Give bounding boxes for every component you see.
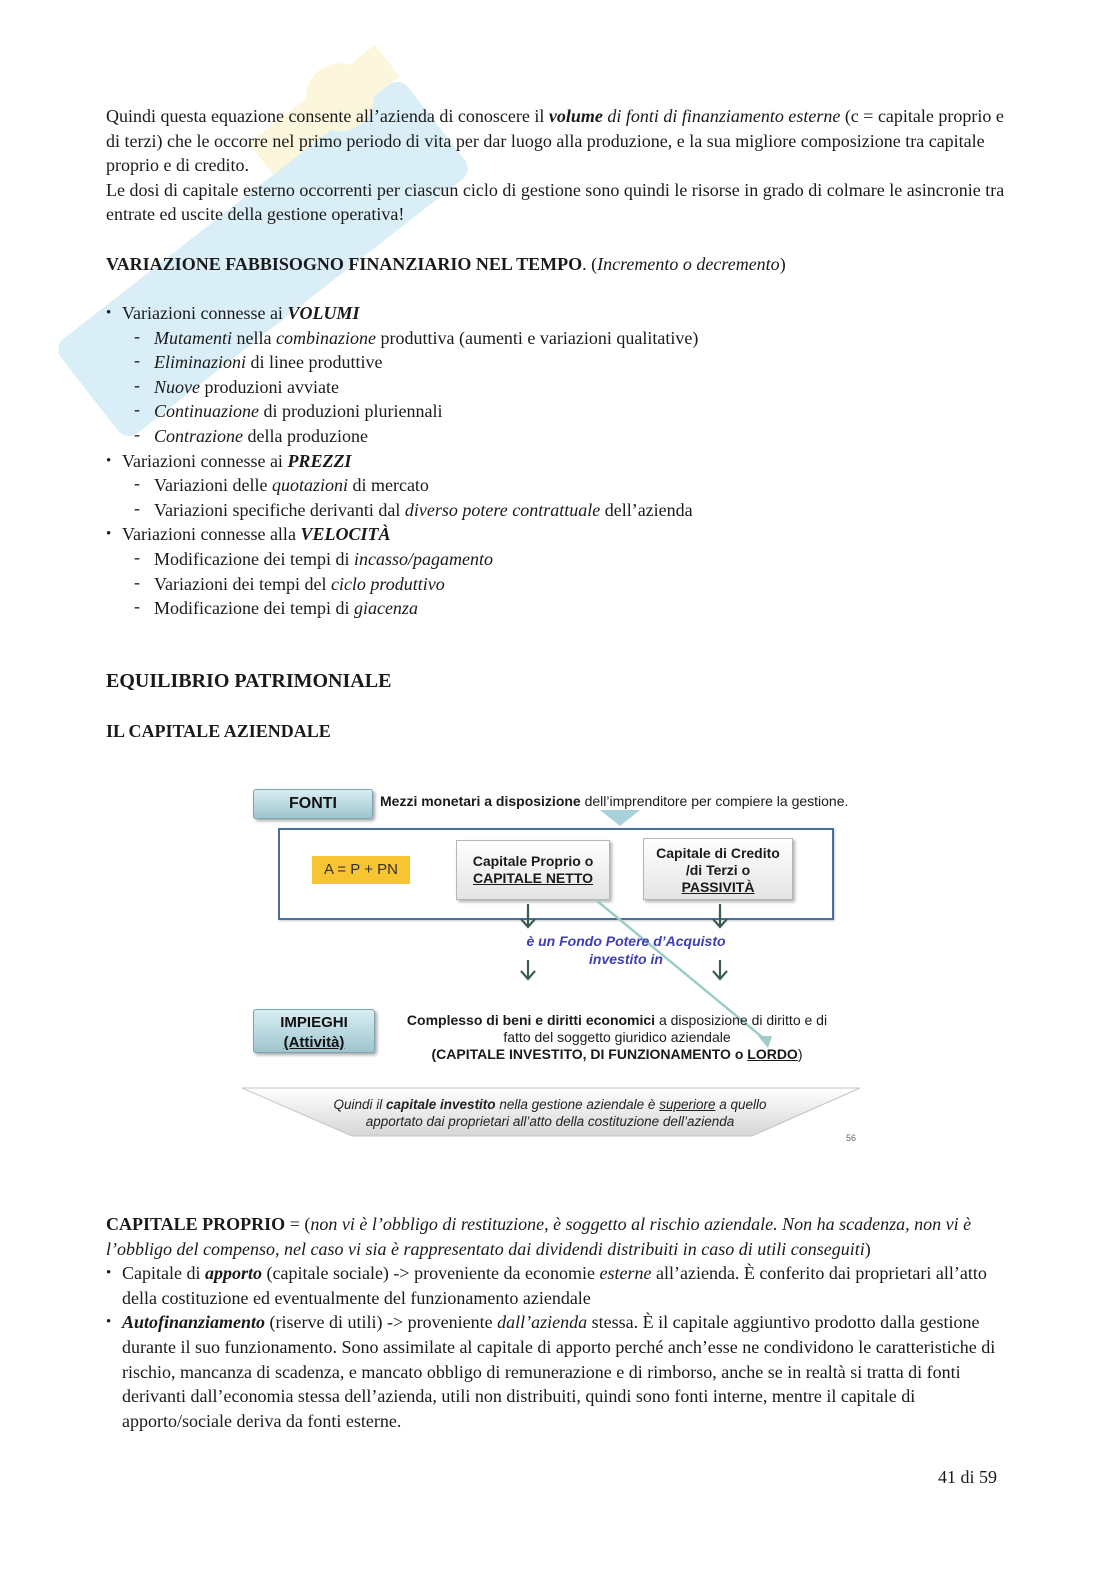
list-item: - Eliminazioni di linee produttive bbox=[132, 350, 1018, 375]
list-item: - Mutamenti nella combinazione produttiva (aumenti e variazioni qualitative) bbox=[132, 326, 1018, 351]
heading-equilibrio: EQUILIBRIO PATRIMONIALE bbox=[106, 670, 392, 692]
capitale-credito-box: Capitale di Credito /di Terzi o PASSIVITÀ bbox=[643, 838, 793, 900]
variazione-subtitle: Incremento o decremento bbox=[597, 254, 780, 274]
slide-number: 56 bbox=[846, 1133, 857, 1143]
page-number: 41 di 59 bbox=[938, 1467, 998, 1487]
list-item-volumi bbox=[106, 301, 1018, 449]
list-keyword: VELOCITÀ bbox=[300, 524, 391, 545]
list-keyword: PREZZI bbox=[287, 450, 352, 471]
intro-section bbox=[106, 104, 1018, 227]
list-item: - Variazioni specifiche derivanti dal diverso potere contrattuale dell’azienda bbox=[132, 498, 1018, 523]
list-item: - Modificazione dei tempi di incasso/pagamento bbox=[132, 547, 1018, 572]
conclusion-text: Quindi il capitale investito nella gestione aziendale è superiore a quello apportato dai proprietari all’atto della costituzione dell’azienda bbox=[333, 1097, 767, 1129]
list-item-apporto: • Capitale di apporto (capitale sociale) -> proveniente da economie esterne all’azienda. È conferito dai proprietari all’atto della costituzione ed eventualmente del funzionamento aziendale bbox=[106, 1261, 1018, 1310]
punctuation: ) bbox=[779, 254, 786, 274]
list-item: - Continuazione di produzioni pluriennali bbox=[132, 399, 1018, 424]
impieghi-label: IMPIEGHI (Attività) bbox=[253, 1009, 375, 1053]
fonti-description: Mezzi monetari a disposizione dell’imprenditore per compiere la gestione. bbox=[380, 793, 849, 809]
intro-text-italic: di fonti di finanziamento esterne bbox=[602, 106, 841, 126]
list-prefix: Variazioni connesse alla bbox=[122, 524, 301, 545]
intro-paragraph-2: Le dosi di capitale esterno occorrenti per ciascun ciclo di gestione sono quindi le risorse in grado di colmare le asincronie tra entrate ed uscite della gestione operativa! bbox=[106, 179, 1005, 225]
heading-capitale-aziendale: IL CAPITALE AZIENDALE bbox=[106, 721, 331, 741]
list-item: - Contrazione della produzione bbox=[132, 424, 1018, 449]
intro-keyword-volume: volume bbox=[548, 106, 603, 126]
list-item: - Modificazione dei tempi di giacenza bbox=[132, 596, 1018, 621]
intro-text: (c = capitale proprio e di terzi) che le occorre nel primo periodo di vita per dar luogo alla produzione, e la sua migliore composizione tra capitale proprio e di credito. bbox=[106, 106, 1004, 176]
capitale-proprio-section bbox=[106, 1212, 1018, 1433]
fondo-potere-label: è un Fondo Potere d’Acquisto investito in bbox=[526, 933, 726, 967]
impieghi-description: Complesso di beni e diritti economici a disposizione di diritto e di fatto del soggetto giuridico aziendale (CAPITALE INVESTITO, DI FUNZIONAMENTO o LORDO) bbox=[406, 1012, 828, 1062]
list-item: - Variazioni delle quotazioni di mercato bbox=[132, 473, 1018, 498]
list-prefix: Variazioni connesse ai bbox=[122, 450, 288, 471]
equation-badge: A = P + PN bbox=[312, 856, 410, 884]
variazione-list bbox=[106, 301, 1018, 621]
list-item-autofinanziamento: • Autofinanziamento (riserve di utili) -> proveniente dall’azienda stessa. È il capitale aggiuntivo prodotto dalla gestione durante il suo funzionamento. Sono assimilate al capitale di apporto perché anch’esse ne condividono le caratteristiche di rischio, mancanza di scadenza, e mancato obbligo di remunerazione e di rimborso, anche se in realtà si tratta di fonti derivanti dall’economia stessa dell’azienda, utili non distribuiti, quindi sono fonti interne, mentre il capitale di apporto/sociale deriva da fonti esterne. bbox=[106, 1310, 1018, 1433]
list-item-prezzi bbox=[106, 449, 1018, 523]
capitale-proprio-definition: CAPITALE PROPRIO = (non vi è l’obbligo di restituzione, è soggetto al rischio aziendale. Non ha scadenza, non vi è l’obbligo del compenso, nel caso vi sia è rappresentato dai dividendi distribuiti in caso di utili conseguiti) bbox=[106, 1214, 972, 1259]
variazione-title: VARIAZIONE FABBISOGNO FINANZIARIO NEL TEMPO bbox=[106, 254, 583, 274]
list-item: - Nuove produzioni avviate bbox=[132, 375, 1018, 400]
list-keyword: VOLUMI bbox=[287, 303, 360, 323]
capitale-diagram bbox=[240, 780, 880, 1150]
variazione-heading bbox=[106, 252, 1018, 277]
fonti-label: FONTI bbox=[253, 789, 373, 819]
list-item-velocita bbox=[106, 522, 1018, 620]
list-item: - Variazioni dei tempi del ciclo produttivo bbox=[132, 572, 1018, 597]
punctuation: . ( bbox=[582, 254, 598, 274]
capitale-proprio-box: Capitale Proprio o CAPITALE NETTO bbox=[456, 840, 610, 900]
list-prefix: Variazioni connesse ai bbox=[122, 303, 288, 323]
intro-paragraph-1 bbox=[106, 104, 1018, 178]
intro-text: Quindi questa equazione consente all’azienda di conoscere il bbox=[106, 106, 549, 126]
